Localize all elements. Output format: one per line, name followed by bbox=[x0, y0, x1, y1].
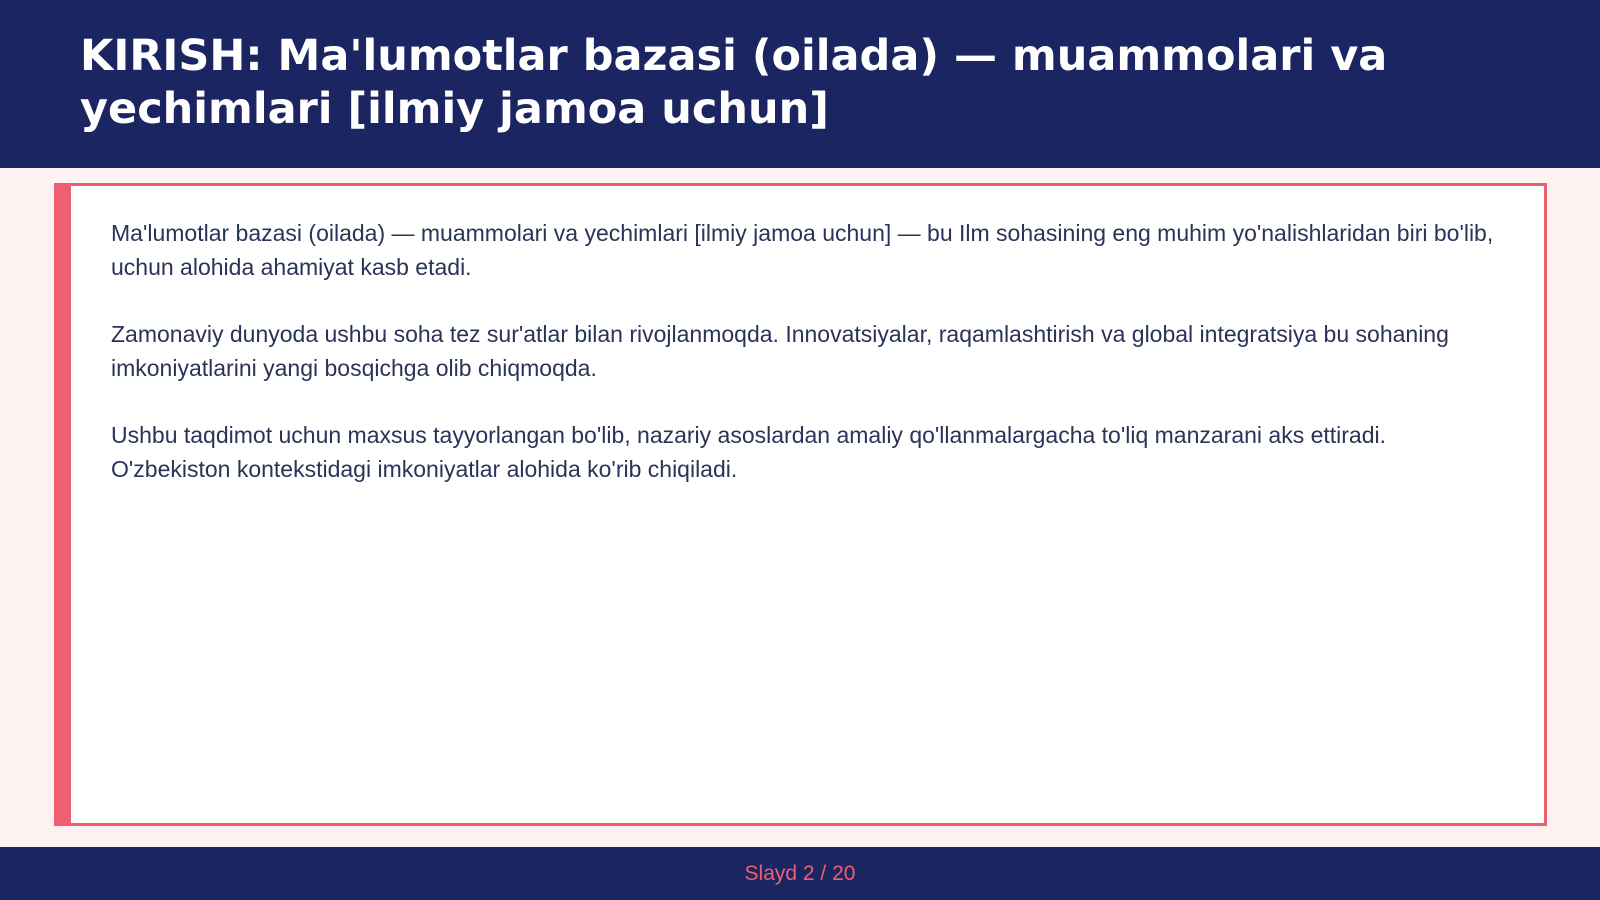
slide-header bbox=[0, 0, 1600, 168]
content-panel bbox=[54, 183, 1547, 826]
intro-paragraph: Ma'lumotlar bazasi (oilada) — muammolari va yechimlari [ilmiy jamoa uchun] — bu Ilm sohasining eng muhim yo'nalishlaridan biri bo'lib, uchun alohida ahamiyat kasb etadi. bbox=[111, 220, 1494, 280]
slide-number: Slayd 2 / 20 bbox=[744, 861, 856, 885]
development-paragraph: Zamonaviy dunyoda ushbu soha tez sur'atlar bilan rivojlanmoqda. Innovatsiyalar, raqamlashtirish va global integratsiya bu sohaning imkoniyatlarini yangi bosqichga olib chiqmoqda. bbox=[111, 321, 1449, 381]
slide-footer bbox=[0, 847, 1600, 900]
presentation-paragraph: Ushbu taqdimot uchun maxsus tayyorlangan bo'lib, nazariy asoslardan amaliy qo'llanmalargacha to'liq manzarani aks ettiradi. O'zbekiston kontekstidagi imkoniyatlar alohida ko'rib chiqiladi. bbox=[111, 422, 1387, 482]
slide-title: KIRISH: Ma'lumotlar bazasi (oilada) — muammolari va yechimlari [ilmiy jamoa uchun] bbox=[80, 31, 1388, 134]
